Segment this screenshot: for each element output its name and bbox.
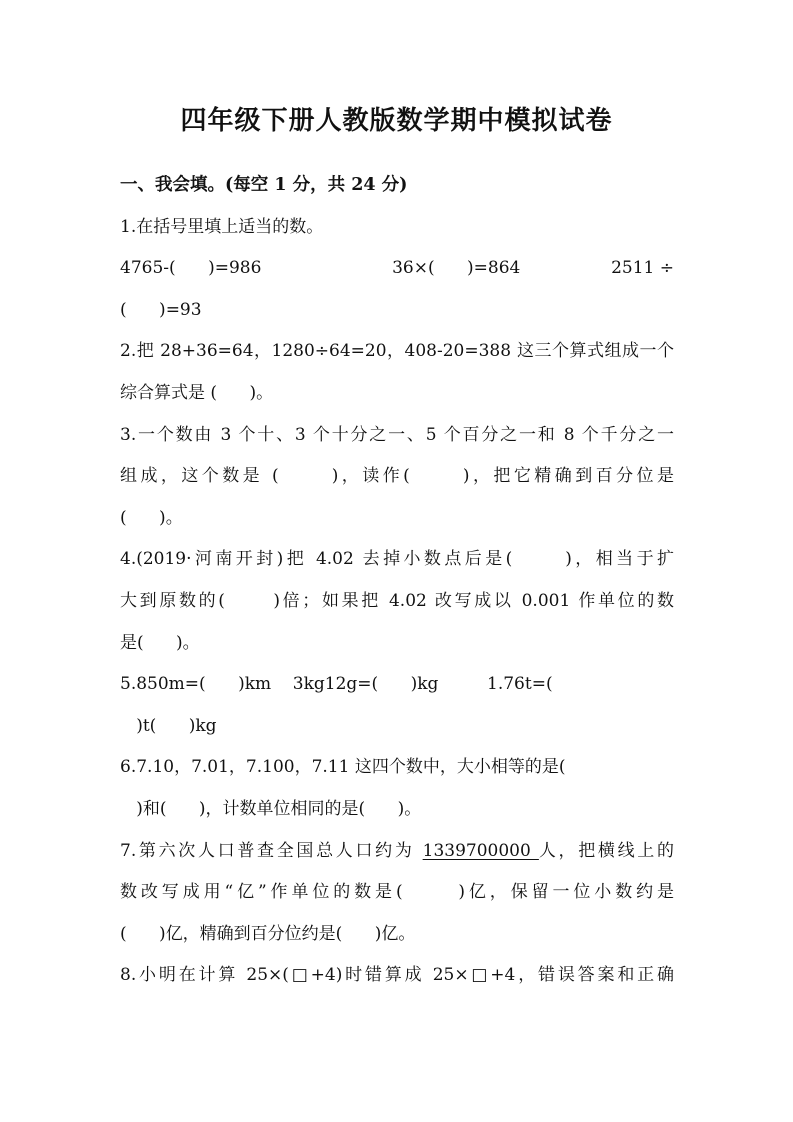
question-7-line bbox=[120, 831, 674, 873]
question-3-line: 组成，这个数是 ( )，读作( )，把它精确到百分位是 bbox=[120, 466, 674, 487]
underlined-number: 1339700000 bbox=[422, 840, 539, 861]
question-6-line: 6.7.10，7.01，7.100，7.11 这四个数中，大小相等的是( bbox=[120, 757, 566, 778]
document-body bbox=[120, 165, 674, 997]
equation-b: 36×( )=864 bbox=[392, 258, 521, 279]
question-1-equations bbox=[120, 248, 674, 290]
question-7-line: 数改写成用“亿”作单位的数是( )亿，保留一位小数约是 bbox=[120, 882, 674, 903]
question-1-prompt: 1.在括号里填上适当的数。 bbox=[120, 216, 324, 237]
question-5-line: )t( )kg bbox=[120, 715, 217, 736]
q7-text: 人，把横线上的 bbox=[538, 840, 674, 861]
section-heading: 一、我会填。(每空 1 分，共 24 分) bbox=[120, 175, 408, 195]
page-title: 四年级下册人教版数学期中模拟试卷 bbox=[180, 106, 613, 136]
question-5-line: 5.850m=( )km 3kg12g=( )kg 1.76t=( bbox=[120, 674, 553, 695]
question-4-line: 大到原数的( )倍；如果把 4.02 改写成以 0.001 作单位的数 bbox=[120, 590, 674, 611]
question-1-continuation: ( )=93 bbox=[120, 299, 202, 320]
equation-a: 4765-( )=986 bbox=[120, 258, 262, 279]
question-3-line: 3.一个数由 3 个十、3 个十分之一、5 个百分之一和 8 个千分之一 bbox=[120, 424, 674, 445]
question-2-line: 2.把 28+36=64，1280÷64=20，408-20=388 这三个算式组成一个 bbox=[120, 341, 674, 362]
equation-c: 2511 ÷ bbox=[611, 258, 674, 279]
question-4-line: 是( )。 bbox=[120, 632, 200, 653]
q7-text: 7.第六次人口普查全国总人口约为 bbox=[120, 840, 423, 861]
question-2-line: 综合算式是 ( )。 bbox=[120, 382, 274, 403]
question-4-line: 4.(2019·河南开封)把 4.02 去掉小数点后是( )，相当于扩 bbox=[120, 549, 674, 570]
question-7-line: ( )亿，精确到百分位约是( )亿。 bbox=[120, 923, 416, 944]
question-3-line: ( )。 bbox=[120, 507, 183, 528]
question-6-line: )和( )，计数单位相同的是( )。 bbox=[120, 798, 422, 819]
question-8-line: 8.小明在计算 25×(□+4)时错算成 25×□+4，错误答案和正确 bbox=[120, 965, 674, 986]
